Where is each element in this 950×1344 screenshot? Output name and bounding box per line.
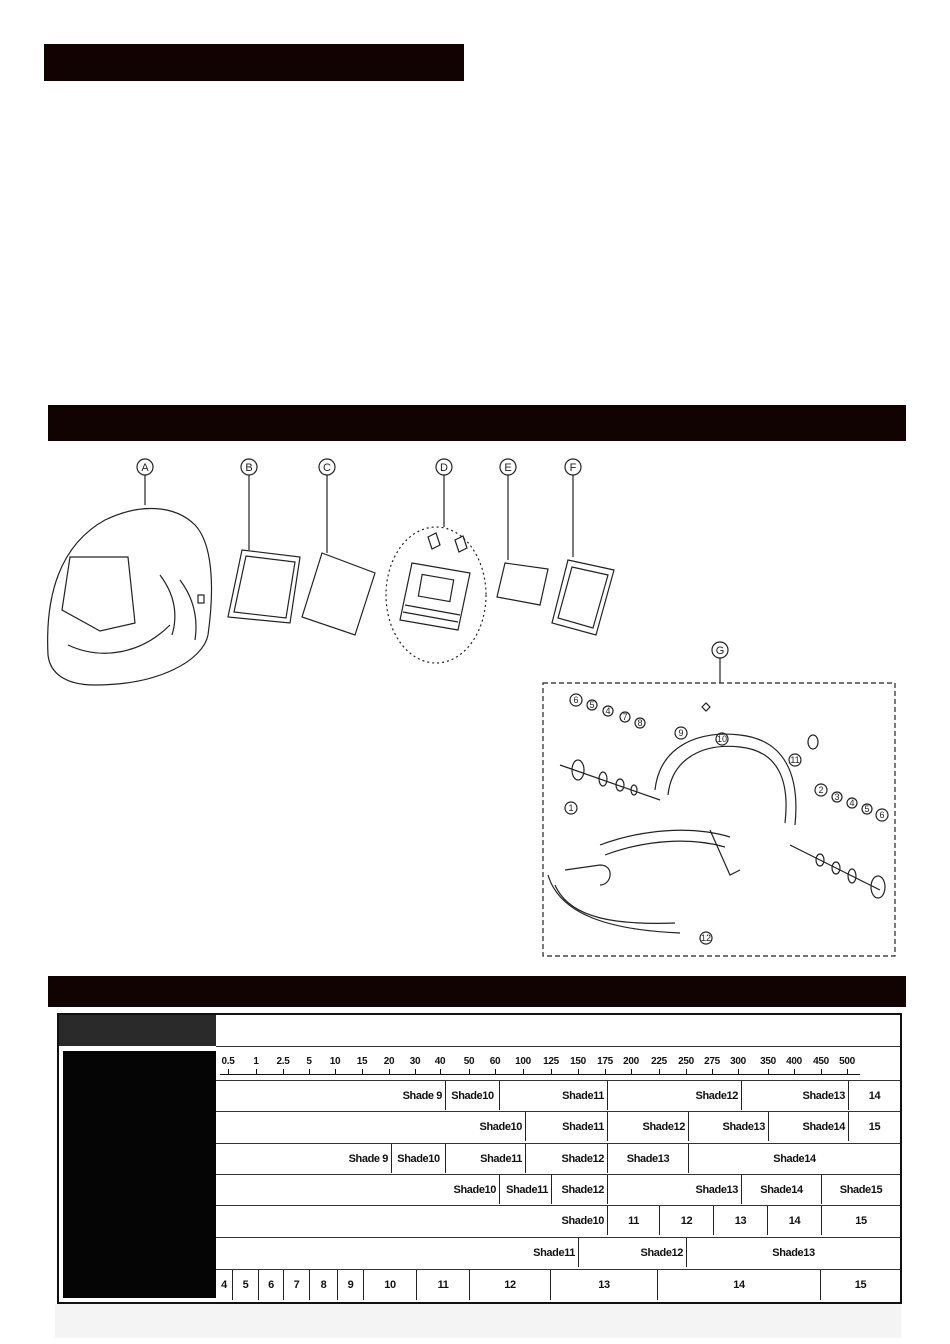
kit-num-2: 2	[818, 785, 824, 795]
lens-frame-drawing	[552, 560, 614, 635]
kit-num-5b: 5	[864, 804, 870, 814]
callout-a	[137, 459, 153, 505]
callout-a-label: A	[141, 462, 149, 474]
shade-cell: 8	[309, 1270, 337, 1300]
table-row	[216, 1237, 900, 1267]
scale-tick: 1	[253, 1056, 259, 1067]
callout-g	[712, 642, 728, 683]
shade-cell: Shade10	[453, 1183, 496, 1196]
parts-diagram	[0, 445, 950, 965]
scale-tick: 400	[786, 1056, 802, 1067]
callout-d	[436, 459, 452, 527]
shade-cell: 13	[713, 1206, 767, 1235]
shade-cell: Shade14	[768, 1112, 848, 1141]
shade-cell: Shade 9	[348, 1152, 388, 1165]
shade-cell: Shade11	[499, 1081, 607, 1110]
shade-cell: Shade11	[533, 1246, 575, 1259]
scale-tick: 40	[434, 1056, 446, 1067]
scale-tick: 150	[570, 1056, 586, 1067]
kit-num-8: 8	[637, 718, 643, 728]
scale-tick: 20	[383, 1056, 395, 1067]
shade-cell: 14	[848, 1081, 900, 1110]
scale-tick: 15	[356, 1056, 368, 1067]
shade-cell: Shade15	[821, 1175, 900, 1204]
kit-num-9: 9	[678, 728, 684, 738]
shade-cell: Shade12	[607, 1081, 741, 1110]
scale-tick: 100	[515, 1056, 531, 1067]
scale-tick: 450	[813, 1056, 829, 1067]
current-scale-row	[216, 1046, 900, 1081]
table-row	[216, 1205, 900, 1235]
scale-tick: 275	[704, 1056, 720, 1067]
parts-drawing	[0, 445, 950, 965]
shade-cell: Shade13	[688, 1112, 768, 1141]
shade-cell: 4	[221, 1279, 227, 1291]
headgear-box	[543, 683, 895, 956]
kit-num-4b: 4	[849, 798, 855, 808]
scale-tick: 50	[463, 1056, 475, 1067]
kit-callouts	[565, 694, 888, 944]
shade-cell: Shade12	[551, 1175, 607, 1204]
shade-cell: Shade 9	[402, 1089, 442, 1102]
callout-b	[241, 459, 257, 550]
callout-e	[500, 459, 516, 560]
shade-cell: Shade14	[688, 1144, 900, 1173]
shade-cell: 7	[283, 1270, 309, 1300]
table-row	[216, 1269, 900, 1300]
scale-tick: 300	[730, 1056, 746, 1067]
adf-cartridge-drawing	[386, 527, 486, 663]
outer-lens-drawing	[228, 550, 300, 623]
inner-lens-drawing	[497, 563, 548, 605]
helmet-shell-drawing	[48, 509, 212, 685]
table-header-cell	[59, 1015, 216, 1046]
kit-num-4a: 4	[605, 706, 611, 716]
shade-cell: Shade12	[525, 1144, 607, 1173]
kit-num-12: 12	[700, 933, 712, 943]
shade-cell: Shade11	[525, 1112, 607, 1141]
scale-tick: 175	[597, 1056, 613, 1067]
shade-cell: Shade14	[741, 1175, 821, 1204]
shade-cell: 11	[416, 1270, 469, 1300]
table-row	[216, 1080, 900, 1110]
section-header-bar-2	[48, 405, 906, 441]
callout-e-label: E	[504, 462, 512, 474]
kit-num-1: 1	[568, 803, 574, 813]
shade-cell: Shade11	[499, 1175, 551, 1204]
table-row	[216, 1111, 900, 1141]
kit-num-6b: 6	[879, 810, 885, 820]
callout-f	[565, 459, 581, 557]
shade-cell: 15	[820, 1270, 900, 1300]
kit-num-3: 3	[834, 792, 840, 802]
shade-cell: 14	[767, 1206, 821, 1235]
scale-tick: 0.5	[221, 1056, 235, 1067]
scale-tick: 5	[306, 1056, 312, 1067]
shade-cell: Shade13	[607, 1175, 741, 1204]
scale-tick: 125	[543, 1056, 559, 1067]
shade-cell: 14	[657, 1270, 820, 1300]
shade-cell: 9	[337, 1270, 363, 1300]
shade-cell: Shade13	[607, 1144, 688, 1173]
shade-cell: Shade12	[578, 1238, 686, 1267]
scale-tick: 250	[678, 1056, 694, 1067]
shade-cell: 10	[363, 1270, 416, 1300]
kit-num-6a: 6	[573, 695, 579, 705]
kit-num-10: 10	[716, 734, 728, 744]
shade-cell: 12	[659, 1206, 713, 1235]
callout-c	[319, 459, 335, 553]
shade-cell: 15	[848, 1112, 900, 1141]
table-process-column	[63, 1051, 216, 1298]
table-row	[216, 1143, 900, 1173]
shade-cell: Shade13	[741, 1081, 848, 1110]
shade-cell: Shade13	[686, 1238, 900, 1267]
scale-tick: 10	[329, 1056, 341, 1067]
kit-num-7: 7	[622, 712, 628, 722]
scale-tick: 200	[623, 1056, 639, 1067]
kit-num-11: 11	[790, 755, 800, 765]
shade-guide-table	[57, 1013, 902, 1304]
callout-f-label: F	[569, 462, 577, 474]
callout-d-label: D	[440, 462, 448, 474]
scale-tick: 30	[409, 1056, 421, 1067]
shade-cell: Shade12	[607, 1112, 688, 1141]
section-header-bar-3	[48, 976, 906, 1007]
callout-c-label: C	[323, 462, 331, 474]
shade-cell: 6	[258, 1270, 283, 1300]
shade-cell: 5	[232, 1270, 258, 1300]
section-header-bar-1	[44, 44, 464, 81]
callout-g-label: G	[715, 645, 725, 657]
shade-cell: Shade10	[479, 1120, 522, 1133]
shade-cell: 11	[607, 1206, 659, 1235]
shade-cell: 13	[550, 1270, 657, 1300]
cover-lens-drawing	[302, 553, 375, 635]
scale-tick: 500	[839, 1056, 855, 1067]
callout-b-label: B	[245, 462, 253, 474]
shade-cell: Shade10	[561, 1214, 604, 1227]
shade-cell: Shade10	[391, 1144, 445, 1173]
scale-tick: 225	[651, 1056, 667, 1067]
shade-cell: Shade11	[445, 1144, 525, 1173]
scale-tick: 350	[760, 1056, 776, 1067]
shade-cell: 12	[469, 1270, 550, 1300]
shade-cell: 15	[821, 1206, 900, 1235]
shade-cell: Shade10	[445, 1081, 499, 1110]
scale-tick: 60	[489, 1056, 501, 1067]
page-footer-band	[55, 1304, 901, 1338]
scale-tick: 2.5	[276, 1056, 290, 1067]
table-row	[216, 1174, 900, 1204]
kit-num-5a: 5	[589, 700, 595, 710]
scale-axis-line	[220, 1074, 860, 1075]
